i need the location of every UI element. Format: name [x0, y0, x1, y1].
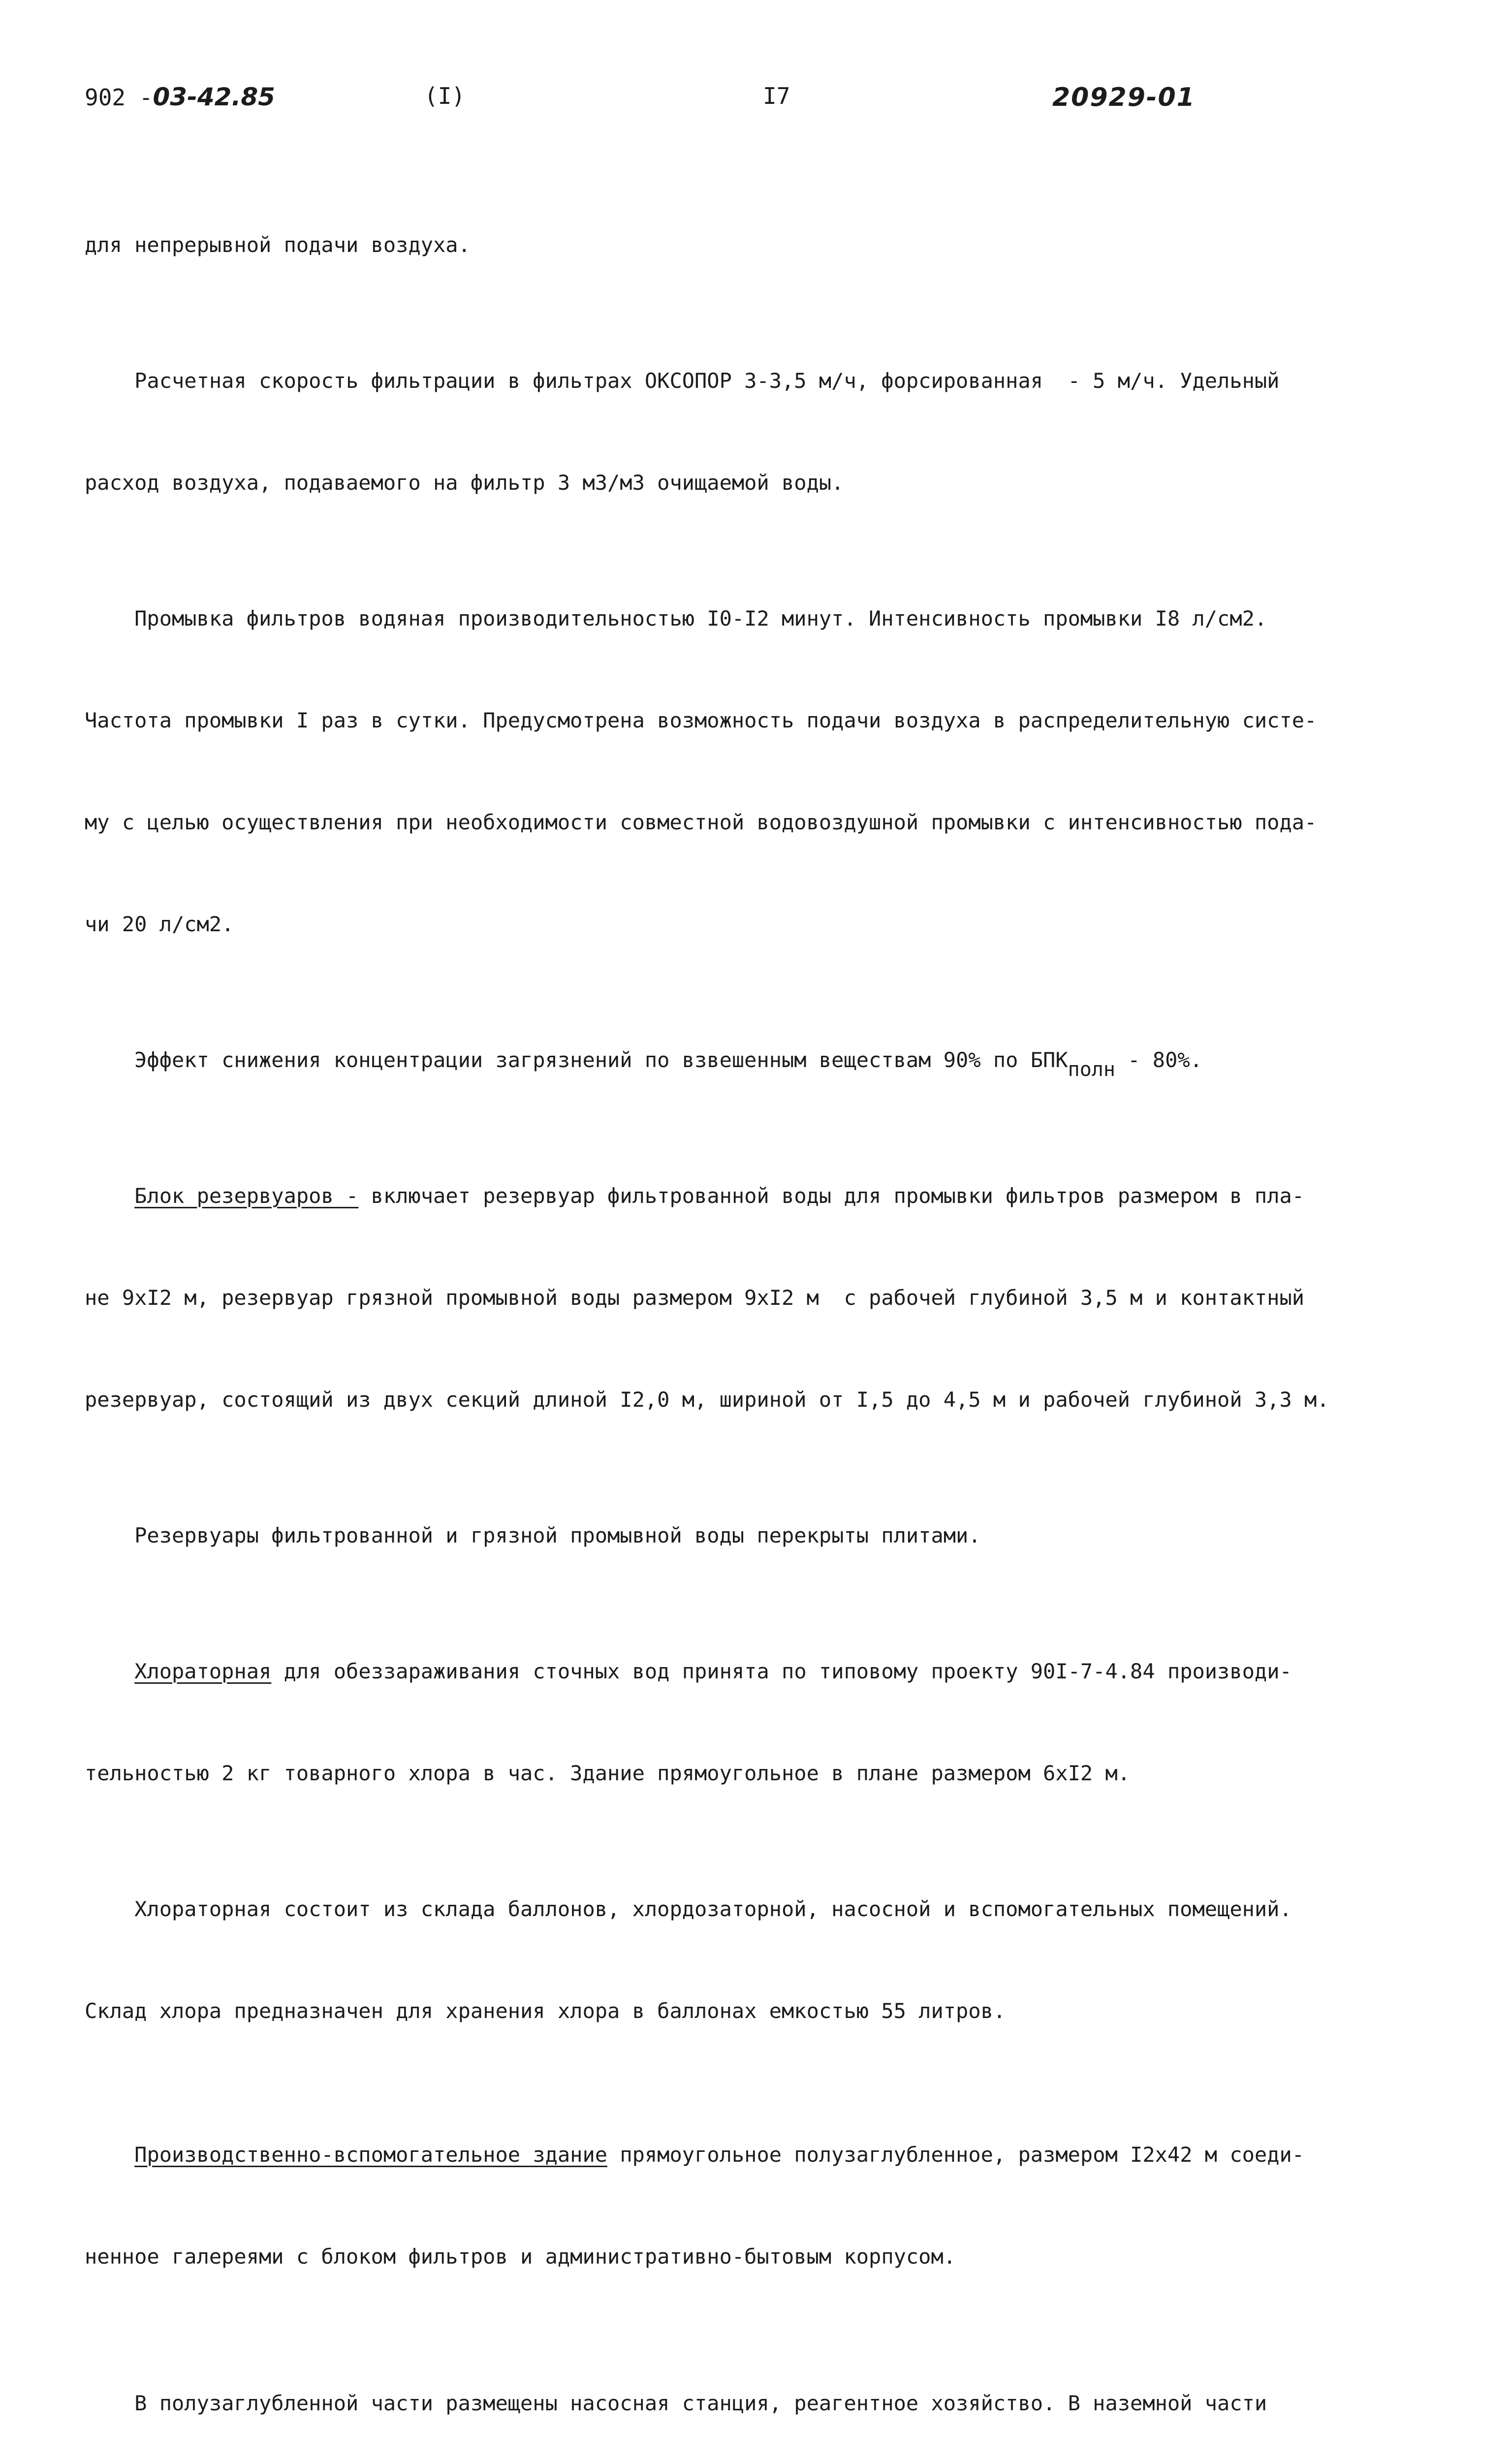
text-line: резервуар, состоящий из двух секций длиной I2,0 м, шириной от I,5 до 4,5 м и рабочей глубиной 3,3 м.	[85, 1388, 1329, 1412]
text-line: расход воздуха, подаваемого на фильтр 3 м3/м3 очищаемой воды.	[85, 471, 844, 495]
section-heading-reservoirs: Блок резервуаров -	[134, 1184, 359, 1208]
text-line: Хлораторная состоит из склада баллонов, хлордозаторной, насосной и вспомогательных помещений.	[85, 1897, 1292, 1921]
effect-line: Эффект снижения концентрации загрязнений по взвешенным веществам 90% по БПКполн - 80%.	[85, 1048, 1202, 1081]
text-line: Резервуары фильтрованной и грязной промывной воды перекрыты плитами.	[85, 1523, 981, 1547]
document-body	[85, 126, 1458, 2461]
chlorination-line: Хлораторная для обеззараживания сточных вод принята по типовому проекту 90I-7-4.84 производи-	[134, 1659, 1292, 1683]
section-heading-production-building: Производственно-вспомогательное здание	[134, 2143, 608, 2167]
text-line: ненное галереями с блоком фильтров и административно-бытовым корпусом.	[85, 2244, 956, 2269]
text-line: не 9хI2 м, резервуар грязной промывной воды размером 9хI2 м с рабочей глубиной 3,5 м и контактный	[85, 1286, 1305, 1310]
reservoir-block-line: Блок резервуаров - включает резервуар фильтрованной воды для промывки фильтров размером в пла-	[134, 1184, 1305, 1208]
project-code-handwritten: 03-42.85	[153, 83, 275, 111]
text-line: для непрерывной подачи воздуха.	[85, 233, 471, 257]
text-line: му с целью осуществления при необходимости совместной водовоздушной промывки с интенсивностью пода-	[85, 810, 1317, 834]
text-line: Расчетная скорость фильтрации в фильтрах ОКСОПОР 3-3,5 м/ч, форсированная - 5 м/ч. Удельный	[85, 369, 1280, 393]
project-code: 902 -03-42.85	[85, 83, 275, 111]
text-line: чи 20 л/см2.	[85, 912, 234, 936]
text-line: тельностью 2 кг товарного хлора в час. Здание прямоугольное в плане размером 6хI2 м.	[85, 1761, 1131, 1785]
text-line: Частота промывки I раз в сутки. Предусмотрена возможность подачи воздуха в распределительную систе-	[85, 708, 1317, 732]
inventory-number: 20929-01	[1052, 83, 1196, 112]
page-header	[0, 79, 1512, 118]
page-number: I7	[763, 83, 790, 109]
section-heading-chlorination: Хлораторная	[134, 1659, 272, 1683]
bpk-subscript: полн	[1068, 1058, 1115, 1081]
text-line: Склад хлора предназначен для хранения хлора в баллонах емкостью 55 литров.	[85, 1999, 1006, 2023]
text-line: В полузаглубленной части размещены насосная станция, реагентное хозяйство. В наземной части	[85, 2391, 1267, 2415]
production-building-line: Производственно-вспомогательное здание прямоугольное полузаглубленное, размером I2х42 м соеди-	[134, 2143, 1305, 2167]
part-number: (I)	[424, 83, 466, 109]
text-line: Промывка фильтров водяная производительностью I0-I2 минут. Интенсивность промывки I8 л/см2.	[85, 606, 1267, 631]
